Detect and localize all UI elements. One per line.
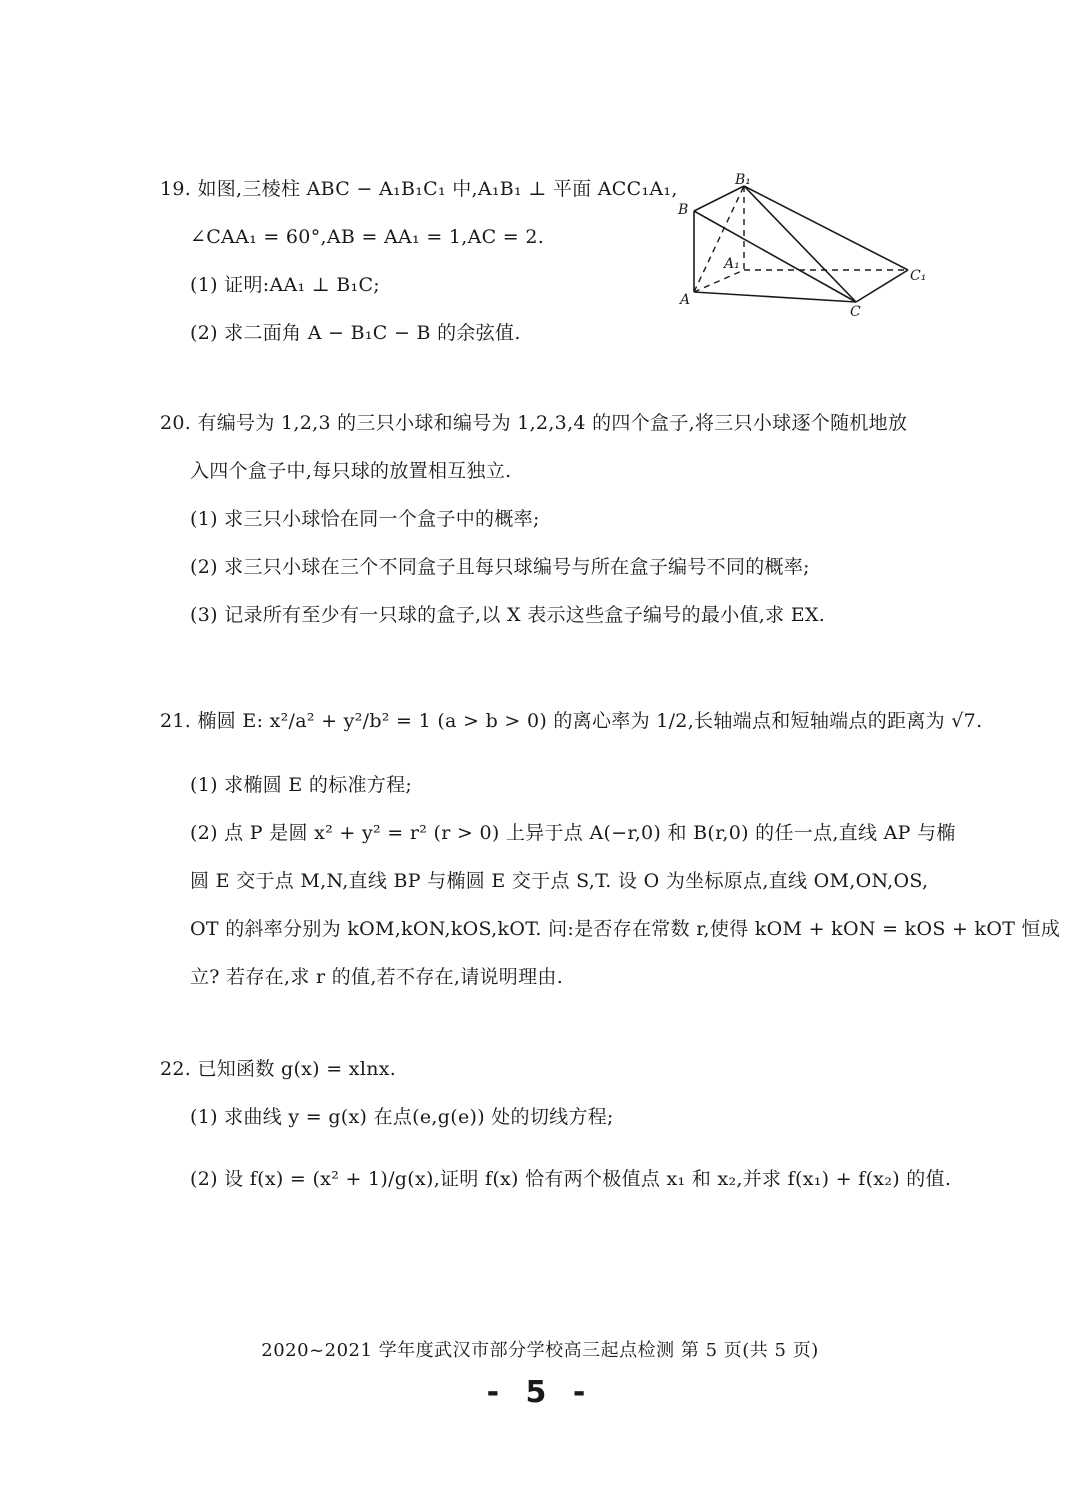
edge-b1-c1 bbox=[744, 186, 908, 270]
problem-21-part-2-line-1: (2) 点 P 是圆 x² + y² = r² (r > 0) 上异于点 A(−r,0) 和 B(r,0) 的任一点,直线 AP 与椭 bbox=[190, 822, 956, 844]
problem-21-part-1: (1) 求椭圆 E 的标准方程; bbox=[190, 774, 413, 796]
label-b: B bbox=[678, 202, 689, 218]
problem-19-part-1: (1) 证明:AA₁ ⊥ B₁C; bbox=[190, 274, 380, 296]
problem-21-line-1: 21. 椭圆 E: x²/a² + y²/b² = 1 (a > b > 0) 的离心率为 1/2,长轴端点和短轴端点的距离为 √7. bbox=[160, 710, 983, 732]
prism-diagram bbox=[672, 170, 942, 320]
page-number: - 5 - bbox=[486, 1375, 594, 1410]
label-a1: A₁ bbox=[724, 256, 740, 272]
problem-21-part-2-line-2: 圆 E 交于点 M,N,直线 BP 与椭圆 E 交于点 S,T. 设 O 为坐标原点,直线 OM,ON,OS, bbox=[190, 870, 929, 892]
problem-20-part-2: (2) 求三只小球在三个不同盒子且每只球编号与所在盒子编号不同的概率; bbox=[190, 556, 810, 578]
problem-20-part-3: (3) 记录所有至少有一只球的盒子,以 X 表示这些盒子编号的最小值,求 EX. bbox=[190, 604, 826, 626]
label-b1: B₁ bbox=[735, 172, 751, 188]
problem-22-part-1: (1) 求曲线 y = g(x) 在点(e,g(e)) 处的切线方程; bbox=[190, 1106, 614, 1128]
prism-figure bbox=[672, 170, 942, 320]
page-footer: 2020~2021 学年度武汉市部分学校高三起点检测 第 5 页(共 5 页) bbox=[261, 1340, 819, 1361]
problem-21-part-2-line-4: 立? 若存在,求 r 的值,若不存在,请说明理由. bbox=[190, 966, 564, 988]
problem-22-part-2: (2) 设 f(x) = (x² + 1)/g(x),证明 f(x) 恰有两个极值点 x₁ 和 x₂,并求 f(x₁) + f(x₂) 的值. bbox=[190, 1168, 952, 1190]
problem-19-line-2: ∠CAA₁ = 60°,AB = AA₁ = 1,AC = 2. bbox=[190, 226, 545, 248]
edge-c-c1 bbox=[856, 270, 908, 302]
problem-22-line-1: 22. 已知函数 g(x) = xlnx. bbox=[160, 1058, 397, 1080]
problem-20-part-1: (1) 求三只小球恰在同一个盒子中的概率; bbox=[190, 508, 540, 530]
edge-a-b1-hidden bbox=[694, 186, 744, 292]
edge-b1-c bbox=[744, 186, 856, 302]
problem-19-line-1: 19. 如图,三棱柱 ABC − A₁B₁C₁ 中,A₁B₁ ⊥ 平面 ACC₁A₁, bbox=[160, 178, 678, 200]
problem-20-line-1: 20. 有编号为 1,2,3 的三只小球和编号为 1,2,3,4 的四个盒子,将三只小球逐个随机地放 bbox=[160, 412, 908, 434]
problem-20-line-2: 入四个盒子中,每只球的放置相互独立. bbox=[190, 460, 512, 482]
edge-b-c bbox=[694, 211, 856, 302]
edge-a-a1-hidden bbox=[694, 270, 744, 292]
label-c1: C₁ bbox=[910, 268, 927, 284]
label-c: C bbox=[850, 304, 861, 320]
problem-19-part-2: (2) 求二面角 A − B₁C − B 的余弦值. bbox=[190, 322, 521, 344]
edge-a-c bbox=[694, 292, 856, 302]
edge-b-b1 bbox=[694, 186, 744, 211]
problem-21-part-2-line-3: OT 的斜率分别为 kOM,kON,kOS,kOT. 问:是否存在常数 r,使得 kOM + kON = kOS + kOT 恒成 bbox=[190, 918, 1061, 940]
label-a: A bbox=[680, 292, 691, 308]
